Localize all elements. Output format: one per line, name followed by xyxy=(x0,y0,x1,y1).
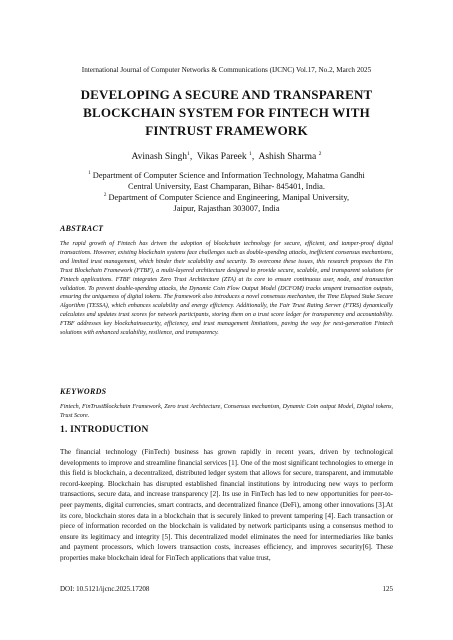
affiliation-1-sup: 1 xyxy=(88,171,91,177)
affiliation-1-text: Department of Computer Science and Information Technology, Mahatma Gandhi xyxy=(92,171,365,180)
affiliation-2-line-1 xyxy=(60,192,393,203)
abstract-heading: ABSTRACT xyxy=(60,224,104,233)
author-1: Avinash Singh xyxy=(131,152,188,162)
introduction-heading: 1. INTRODUCTION xyxy=(60,425,149,435)
affiliation-2-text: Department of Computer Science and Engineering, Manipal University, xyxy=(108,193,350,202)
abstract-text: The rapid growth of Fintech has driven the adoption of blockchain technology for secure, efficient, and tamper-proof digital transactions. However, existing blockchain systems face challenges such as double-spending attacks, inefficient consensus mechanisms, and limited trust management, which hinder their scalability and security. To overcome these issues, this research proposes the Fin Trust Blockchain Framework (FTBF), a multi-layered architecture designed to provide secure, scalable, and transparent solutions for Fintech applications. FTBF integrates Zero Trust Architecture (ZTA) at its core to ensure continuous user, node, and transaction validation. To prevent double-spending attacks, the Dynamic Coin Flow Output Model (DCFOM) tracks unspent transaction outputs, ensuring the uniqueness of digital tokens. The framework also introduces a novel consensus mechanism, the Time Elapsed Stake Secure Algorithm (TESSA), which enhances scalability and energy efficiency. Additionally, the Fair Trust Rating Server (FTRS) dynamically calculates and updates trust scores for network participants, storing them on a trust score ledger for transparency and accountability. FTBF addresses key blockchainsecurity, efficiency, and trust management limitations, paving the way for next-generation Fintech solutions with enhanced scalability, resilience, and transparency. xyxy=(60,241,393,337)
journal-header: International Journal of Computer Networks & Communications (IJCNC) Vol.17, No.2, March 2025 xyxy=(81,66,372,74)
title-line-3: FINTRUST FRAMEWORK xyxy=(145,123,308,138)
author-2: Vikas Pareek xyxy=(196,152,247,162)
paper-title xyxy=(60,86,393,140)
author-1-affil: 1 xyxy=(187,150,190,157)
author-2-affil: 1 xyxy=(249,150,252,157)
keywords-text: Fintech, FinTrustBlockchain Framework, Zero trust Architecture, Consensus mechanism, Dynamic Coin output Model, Digital tokens, Trust Score. xyxy=(60,404,393,419)
title-line-2: BLOCKCHAIN SYSTEM FOR FINTECH WITH xyxy=(83,105,370,120)
introduction-text: The financial technology (FinTech) business has grown rapidly in recent years, driven by technological developments to improve and streamline financial services [1]. One of the most significant technologies to emerge in this field is blockchain, a decentralized, distributed ledger system that allows for secure, transparent, and immutable record-keeping. Blockchain has disrupted established financial institutions by introducing new ways to perform transactions, secure data, and increase transparency [2]. Its use in FinTech has led to new opportunities for peer-to-peer payments, digital currencies, smart contracts, and decentralized finance (DeFi), among other innovations [3].At its core, blockchain stores data in a blockchain that is securely linked to prevent tampering [4]. Each transaction or piece of information recorded on the blockchain is validated by network participants using a consensus method to ensure its legitimacy and integrity [5]. This decentralized model eliminates the need for intermediaries like banks and payment processors, which lowers transaction costs, increases efficiency, and improves security[6]. These properties make blockchain ideal for FinTech applications that value trust, xyxy=(60,448,393,562)
keywords-heading: KEYWORDS xyxy=(60,387,107,396)
affiliation-1-line-1 xyxy=(60,170,393,181)
affiliation-1-line-2: Central University, East Champaran, Bihar- 845401, India. xyxy=(128,182,325,191)
author-3: Ashish Sharma xyxy=(258,152,317,162)
affiliations xyxy=(60,170,393,214)
author-list xyxy=(0,152,453,162)
page-number: 125 xyxy=(382,585,393,593)
page-footer xyxy=(60,585,393,593)
author-sep: , xyxy=(251,152,255,162)
affiliation-2-sup: 2 xyxy=(103,193,107,199)
author-3-affil: 2 xyxy=(318,150,322,157)
affiliation-2-line-2: Jaipur, Rajasthan 303007, India xyxy=(173,204,280,213)
title-line-1: DEVELOPING A SECURE AND TRANSPARENT xyxy=(80,87,373,102)
author-sep: , xyxy=(189,152,193,162)
doi-text: DOI: 10.5121/ijcnc.2025.17208 xyxy=(60,585,150,593)
